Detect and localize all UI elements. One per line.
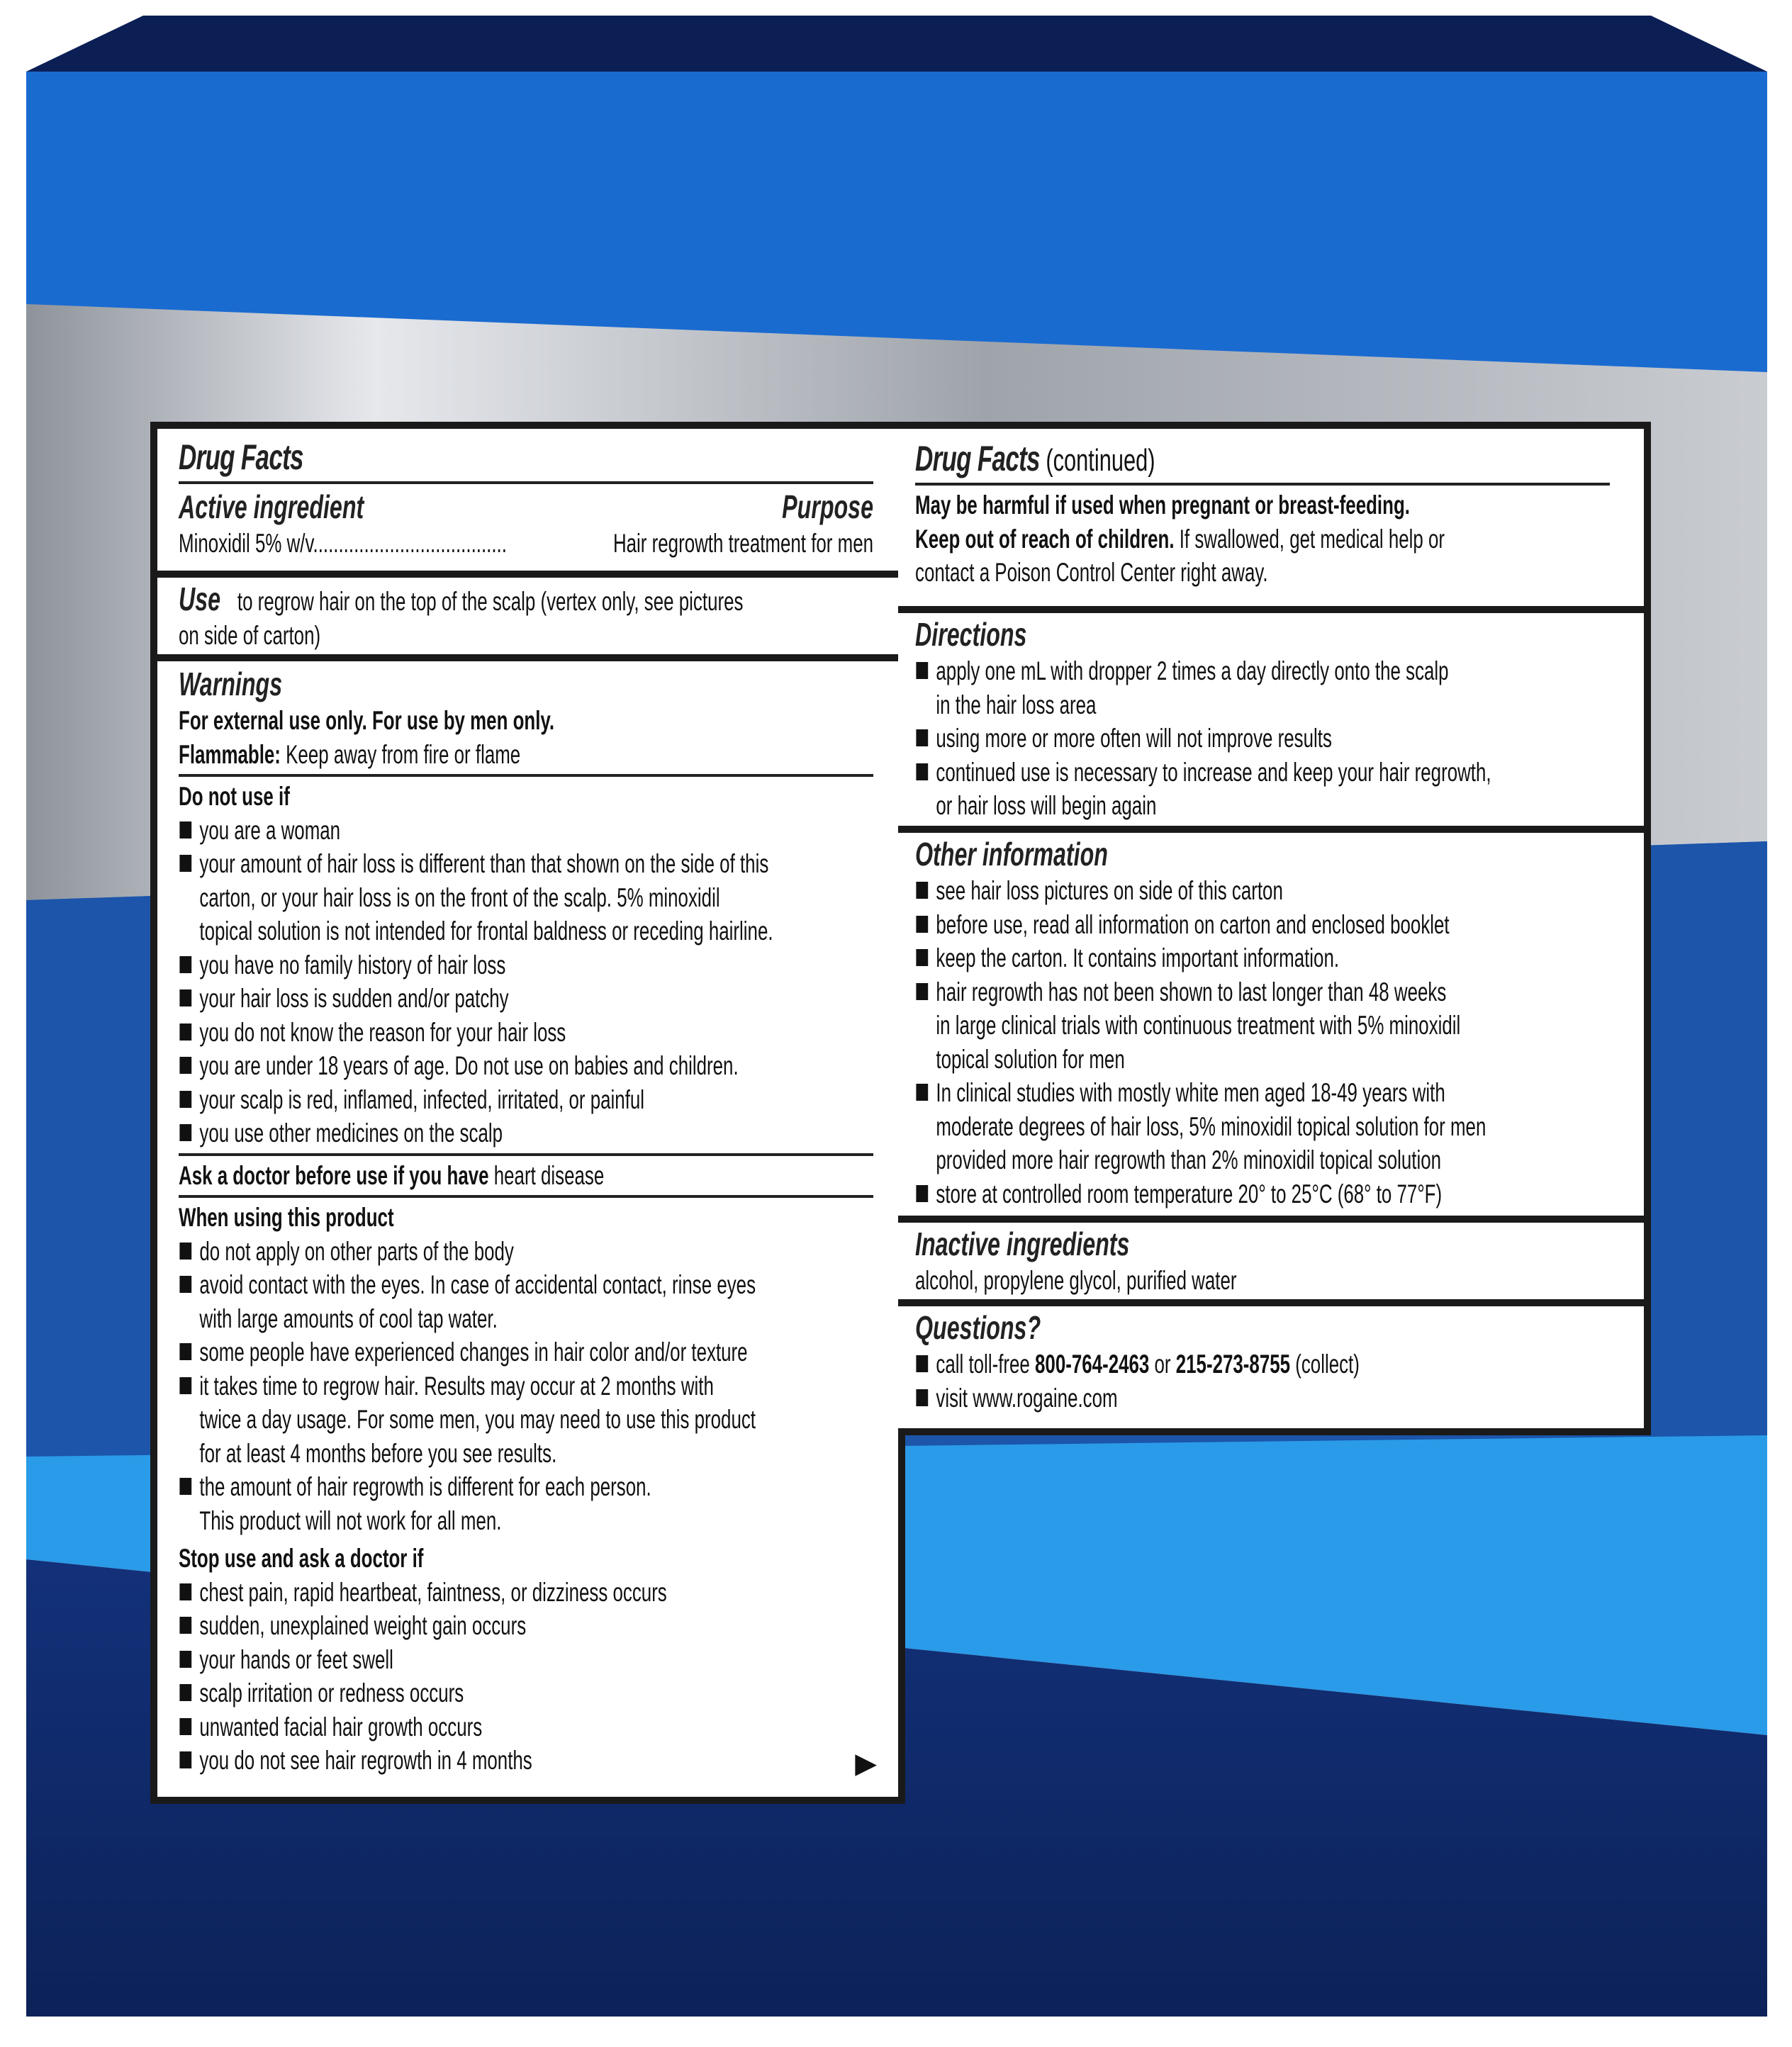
bullet-square-icon (916, 1389, 928, 1406)
bullet-square-icon (179, 1651, 191, 1668)
bullet-square-icon (179, 1718, 191, 1735)
divider (179, 481, 873, 484)
list-item (915, 975, 1610, 1077)
drug-facts-continued-title: Drug Facts (915, 439, 1040, 478)
directions-list (915, 654, 1610, 823)
list-item (179, 1335, 873, 1369)
list-item-text: store at controlled room temperature 20° to 25°C (68° to 77°F) (936, 1179, 1443, 1208)
bullet-square-icon (179, 1377, 191, 1394)
list-item-text: you are under 18 years of age. Do not use on babies and children. (199, 1051, 739, 1080)
use-text-cont: on side of carton) (179, 621, 321, 650)
list-item (179, 1744, 873, 1778)
list-item-text: you use other medicines on the scalp (199, 1118, 503, 1148)
pregnancy-warning-section (898, 429, 1644, 606)
list-item (179, 1083, 873, 1117)
list-item (179, 1609, 873, 1643)
list-item-text: your hair loss is sudden and/or patchy (199, 984, 509, 1013)
directions-heading: Directions (915, 616, 1027, 653)
list-item (179, 1643, 873, 1677)
list-item (915, 722, 1610, 756)
call-suffix: (collect) (1290, 1350, 1360, 1379)
other-information-heading: Other information (915, 836, 1108, 873)
list-item (179, 847, 873, 948)
website-link[interactable]: visit www.rogaine.com (936, 1383, 1118, 1413)
use-text: to regrow hair on the top of the scalp (vertex only, see pictures (237, 587, 744, 616)
list-item-text: chest pain, rapid heartbeat, faintness, or dizziness occurs (199, 1577, 667, 1607)
keep-out-warning: Keep out of reach of children. (915, 524, 1175, 554)
list-item (915, 874, 1610, 908)
bullet-square-icon (916, 916, 928, 933)
bullet-square-icon (179, 989, 191, 1006)
other-information-section (898, 833, 1644, 1216)
list-item (179, 1676, 873, 1710)
bullet-square-icon (179, 1583, 191, 1600)
bullet-square-icon (916, 729, 928, 746)
bullet-square-icon (916, 1185, 928, 1202)
drug-facts-right-panel (898, 422, 1651, 1435)
divider (179, 1195, 873, 1198)
list-item-text: your scalp is red, inflamed, infected, irritated, or painful (199, 1084, 645, 1114)
list-item-text: avoid contact with the eyes. In case of accidental contact, rinse eyes with large amounts of cool tap water. (199, 1270, 756, 1333)
bullet-square-icon (916, 763, 928, 780)
list-item-text: you are a woman (199, 815, 341, 845)
list-item-text: continued use is necessary to increase and keep your hair regrowth, or hair loss will begin again (936, 757, 1491, 820)
list-item-text: your amount of hair loss is different than that shown on the side of this carton, or your hair loss is on the front of the scalp. 5% minoxidil topical solution is not intended for frontal baldness or receding hairline. (199, 849, 773, 946)
list-item-text: apply one mL with dropper 2 times a day directly onto the scalp in the hair loss area (936, 656, 1449, 719)
active-ingredient-section (157, 429, 898, 571)
list-item (179, 1235, 873, 1269)
list-item-text: keep the carton. It contains important information. (936, 943, 1340, 972)
list-item (179, 1710, 873, 1744)
list-item-text: unwanted facial hair growth occurs (199, 1712, 483, 1742)
list-item (915, 1177, 1610, 1211)
purpose-text: Hair regrowth treatment for men (612, 529, 873, 558)
bullet-square-icon (916, 882, 928, 899)
list-item-text: your hands or feet swell (199, 1644, 393, 1674)
list-item (179, 1470, 873, 1537)
bullet-square-icon (179, 1124, 191, 1141)
phone-toll-free[interactable]: 800-764-2463 (1035, 1350, 1150, 1379)
list-item (179, 1268, 873, 1335)
list-item (179, 1369, 873, 1471)
inactive-ingredients-section (898, 1223, 1644, 1299)
bullet-square-icon (916, 1084, 928, 1101)
list-item (915, 941, 1610, 975)
ingredient: Minoxidil 5% w/v...................................... (179, 529, 507, 558)
call-prefix: call toll-free (936, 1350, 1036, 1379)
divider (179, 774, 873, 777)
bullet-square-icon (916, 949, 928, 966)
bullet-square-icon (916, 662, 928, 679)
pregnancy-warning: May be harmful if used when pregnant or breast-feeding. (915, 490, 1410, 520)
directions-section (898, 613, 1644, 826)
bullet-square-icon (179, 855, 191, 872)
top-bevel (26, 16, 1767, 72)
list-item-text: using more or more often will not improve results (936, 724, 1332, 753)
ask-doctor-heading: Ask a doctor before use if you have (179, 1160, 489, 1190)
bullet-square-icon (179, 1617, 191, 1634)
list-item (915, 756, 1610, 823)
ask-doctor-text: heart disease (488, 1160, 605, 1190)
list-item (915, 654, 1610, 722)
warnings-heading: Warnings (179, 666, 283, 702)
stop-use-heading: Stop use and ask a doctor if (179, 1544, 424, 1573)
call-or: or (1149, 1350, 1176, 1379)
questions-heading: Questions? (915, 1309, 1041, 1346)
external-use-warning: For external use only. For use by men only. (179, 706, 555, 735)
list-item (915, 908, 1610, 942)
use-section (157, 578, 898, 654)
list-item (179, 814, 873, 848)
list-item-text: hair regrowth has not been shown to last longer than 48 weeks in large clinical trials with continuous treatment with 5% minoxidil topical solution for men (936, 977, 1461, 1074)
when-using-heading: When using this product (179, 1203, 394, 1232)
list-item (179, 1116, 873, 1150)
list-item-text: do not apply on other parts of the body (199, 1236, 514, 1266)
list-item (179, 1576, 873, 1610)
list-item (915, 1381, 1610, 1415)
list-item (179, 1016, 873, 1050)
bullet-square-icon (916, 983, 928, 1000)
bullet-square-icon (916, 1355, 928, 1372)
divider (179, 1153, 873, 1156)
list-item-text: you have no family history of hair loss (199, 950, 506, 980)
bullet-square-icon (179, 956, 191, 973)
list-item-text: scalp irritation or redness occurs (199, 1678, 464, 1707)
warnings-section (157, 661, 898, 1797)
bullet-square-icon (179, 1276, 191, 1293)
list-item-text: you do not see hair regrowth in 4 months (199, 1746, 532, 1775)
list-item-text: the amount of hair regrowth is different for each person. This product will not work for all men. (199, 1472, 651, 1535)
questions-section (898, 1306, 1644, 1428)
list-item-text: it takes time to regrow hair. Results may occur at 2 months with twice a day usage. For some men, you may need to use this product for at least 4 months before you see results. (199, 1371, 756, 1468)
list-item-text: In clinical studies with mostly white men aged 18-49 years with moderate degrees of hair loss, 5% minoxidil topical solution for men provided more hair regrowth than 2% minoxidil topical solution (936, 1078, 1486, 1174)
drug-facts-left-panel (150, 422, 905, 1804)
continue-arrow-icon: ▶ (855, 1748, 877, 1779)
list-item (179, 982, 873, 1016)
list-item-text: see hair loss pictures on side of this carton (936, 876, 1283, 905)
bullet-square-icon (179, 1024, 191, 1041)
inactive-ingredients-heading: Inactive ingredients (915, 1226, 1130, 1262)
bullet-square-icon (179, 1091, 191, 1108)
list-item (915, 1347, 1610, 1381)
bullet-square-icon (179, 1343, 191, 1360)
bullet-square-icon (179, 1751, 191, 1768)
list-item (915, 1076, 1610, 1177)
list-item-text: sudden, unexplained weight gain occurs (199, 1611, 527, 1640)
inactive-ingredients-text: alcohol, propylene glycol, purified water (915, 1266, 1237, 1295)
continued-label: (continued) (1039, 443, 1155, 478)
list-item (179, 1049, 873, 1083)
keep-out-text: If swallowed, get medical help or contact a Poison Control Center right away. (915, 524, 1445, 587)
list-item-text: you do not know the reason for your hair loss (199, 1017, 566, 1047)
active-ingredient-heading: Active ingredient (179, 488, 364, 525)
list-item-text: some people have experienced changes in hair color and/or texture (199, 1337, 748, 1367)
phone-collect[interactable]: 215-273-8755 (1175, 1350, 1291, 1379)
list-item (179, 948, 873, 982)
bullet-square-icon (179, 1243, 191, 1260)
bullet-square-icon (179, 1478, 191, 1495)
list-item-text: before use, read all information on carton and enclosed booklet (936, 909, 1450, 939)
when-using-list (179, 1235, 873, 1538)
use-heading: Use (179, 581, 221, 617)
drug-facts-title: Drug Facts (179, 437, 303, 477)
stop-use-list (179, 1576, 873, 1778)
divider (915, 483, 1610, 486)
bullet-square-icon (179, 821, 191, 839)
flammable-text: Keep away from fire or flame (280, 739, 521, 769)
bullet-square-icon (179, 1684, 191, 1701)
purpose-heading: Purpose (782, 488, 873, 525)
other-information-list (915, 874, 1610, 1211)
do-not-use-list (179, 814, 873, 1150)
bullet-square-icon (179, 1057, 191, 1074)
do-not-use-heading: Do not use if (179, 782, 290, 811)
flammable-label: Flammable: (179, 739, 281, 769)
